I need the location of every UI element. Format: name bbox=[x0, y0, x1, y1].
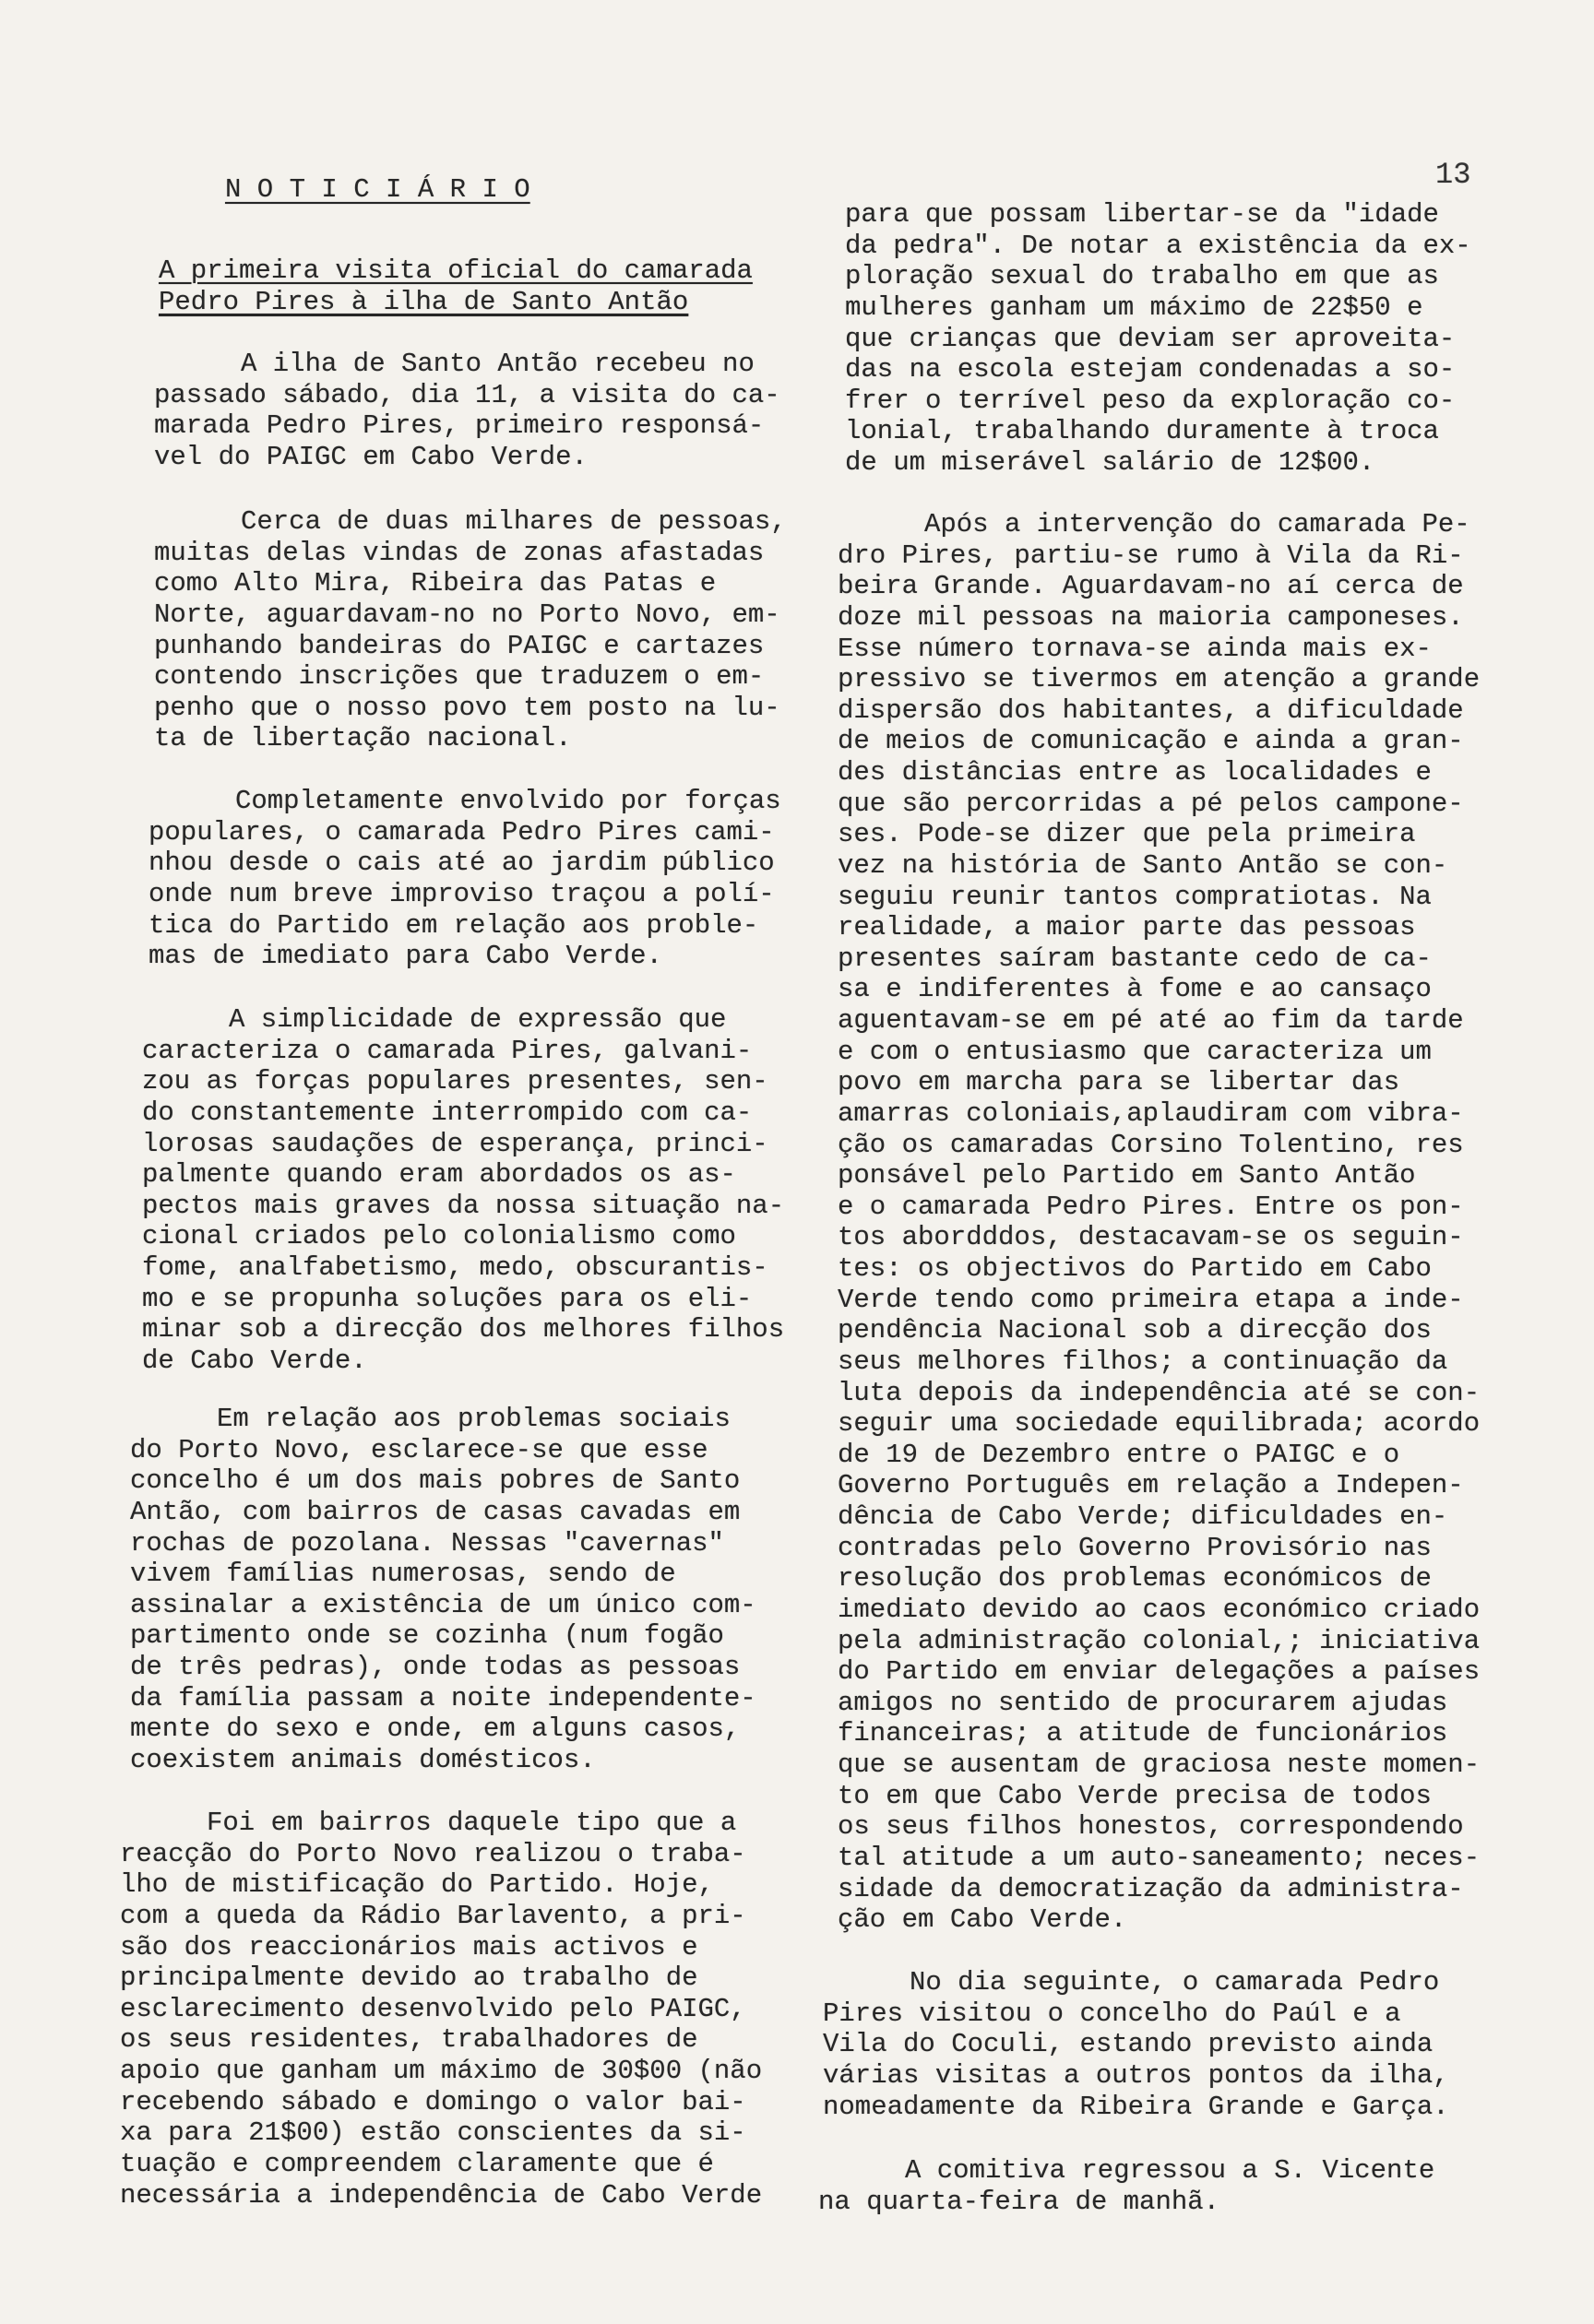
text-line: des distâncias entre as localidades e bbox=[838, 757, 1432, 788]
text-line: nhou desde o cais até ao jardim público bbox=[149, 848, 775, 879]
text-line: recebendo sábado e domingo o valor bai- bbox=[120, 2086, 746, 2117]
text-line: zou as forças populares presentes, sen- bbox=[142, 1066, 768, 1097]
text-line: rochas de pozolana. Nessas "cavernas" bbox=[130, 1527, 724, 1559]
text-line: nomeadamente da Ribeira Grande e Garça. bbox=[823, 2091, 1449, 2122]
text-line: dispersão dos habitantes, a dificuldade bbox=[838, 694, 1464, 726]
text-line: Completamente envolvido por forças bbox=[234, 786, 781, 816]
text-line: Verde tendo como primeira etapa a inde- bbox=[838, 1284, 1464, 1315]
text-line: que são percorridas a pé pelos campone- bbox=[838, 788, 1464, 819]
text-line: tes: os objectivos do Partido em Cabo bbox=[838, 1253, 1432, 1284]
text-line: mas de imediato para Cabo Verde. bbox=[149, 941, 662, 972]
text-line: e o camarada Pedro Pires. Entre os pon- bbox=[838, 1191, 1464, 1222]
text-line: de três pedras), onde todas as pessoas bbox=[130, 1652, 741, 1682]
text-line: coexistem animais domésticos. bbox=[130, 1744, 596, 1775]
paragraph bbox=[120, 1808, 803, 2211]
text-line: assinalar a existência de um único com- bbox=[130, 1589, 756, 1620]
text-line: tica do Partido em relação aos proble- bbox=[149, 909, 759, 941]
text-line: dência de Cabo Verde; dificuldades en- bbox=[838, 1501, 1448, 1532]
text-line: No dia seguinte, o camarada Pedro bbox=[909, 1967, 1440, 1998]
text-line: pendência Nacional sob a direcção dos bbox=[838, 1315, 1432, 1346]
text-line: ses. Pode-se dizer que pela primeira bbox=[838, 819, 1416, 850]
text-line: para que possam libertar-se da "idade bbox=[845, 199, 1439, 230]
page-number: 13 bbox=[1435, 158, 1471, 192]
text-line: do Partido em enviar delegações a países bbox=[838, 1656, 1481, 1688]
text-line: caracteriza o camarada Pires, galvani- bbox=[142, 1035, 753, 1066]
text-line: sidade da democratização da administra- bbox=[838, 1873, 1464, 1904]
text-line: Governo Português em relação a Indepen- bbox=[838, 1470, 1464, 1501]
text-line: punhando bandeiras do PAIGC e cartazes bbox=[154, 630, 765, 661]
headline bbox=[159, 255, 753, 317]
text-line: amarras coloniais,aplaudiram com vibra- bbox=[838, 1097, 1464, 1129]
text-line: marada Pedro Pires, primeiro responsá- bbox=[154, 410, 765, 442]
text-line: minar sob a direcção dos melhores filhos bbox=[142, 1314, 785, 1346]
text-line: palmente quando eram abordados os as- bbox=[142, 1159, 736, 1191]
text-line: ponsável pelo Partido em Santo Antão bbox=[838, 1160, 1416, 1192]
text-line: os seus residentes, trabalhadores de bbox=[120, 2024, 698, 2056]
text-line: fome, analfabetismo, medo, obscurantis- bbox=[142, 1252, 768, 1283]
text-line: A comitiva regressou a S. Vicente bbox=[904, 2155, 1435, 2186]
text-line: com a queda da Rádio Barlavento, a pri- bbox=[120, 1900, 746, 1931]
text-line: presentes saíram bastante cedo de ca- bbox=[838, 943, 1432, 974]
text-line: populares, o camarada Pedro Pires cami- bbox=[149, 816, 775, 848]
text-line: pectos mais graves da nossa situação na- bbox=[142, 1190, 785, 1221]
headline-line: Pedro Pires à ilha de Santo Antão bbox=[159, 286, 689, 317]
text-line: luta depois da independência até se con- bbox=[838, 1377, 1481, 1408]
paragraph bbox=[142, 1004, 825, 1377]
paragraph bbox=[838, 509, 1520, 1936]
text-line: necessária a independência de Cabo Verde bbox=[120, 2179, 763, 2211]
text-line: vel do PAIGC em Cabo Verde. bbox=[154, 441, 588, 472]
text-line: sa e indiferentes à fome e ao cansaço bbox=[838, 974, 1432, 1005]
text-line: onde num breve improviso traçou a polí- bbox=[149, 878, 775, 909]
text-line: várias visitas a outros pontos da ilha, bbox=[823, 2059, 1449, 2091]
text-line: lonial, trabalhando duramente à troca bbox=[845, 416, 1439, 447]
paragraph bbox=[149, 786, 831, 972]
text-line: resolução dos problemas económicos de bbox=[838, 1563, 1432, 1595]
text-line: financeiras; a atitude de funcionários bbox=[838, 1718, 1448, 1749]
text-line: tos abordddos, destacavam-se os seguin- bbox=[838, 1222, 1464, 1253]
text-line: aguentavam-se em pé até ao fim da tarde bbox=[838, 1005, 1464, 1036]
text-line: frer o terrível peso da exploração co- bbox=[845, 385, 1456, 416]
text-line: doze mil pessoas na maioria camponeses. bbox=[838, 601, 1464, 633]
text-line: Em relação aos problemas sociais bbox=[216, 1404, 731, 1434]
text-line: realidade, a maior parte das pessoas bbox=[838, 912, 1416, 943]
paragraph bbox=[130, 1404, 813, 1776]
text-line: A ilha de Santo Antão recebeu no bbox=[240, 349, 755, 379]
text-line: imediato devido ao caos económico criado bbox=[838, 1594, 1481, 1625]
text-line: tal atitude a um auto-saneamento; neces- bbox=[838, 1842, 1481, 1873]
text-line: de um miserável salário de 12$00. bbox=[845, 447, 1375, 478]
text-line: Norte, aguardavam-no no Porto Novo, em- bbox=[154, 599, 780, 630]
text-line: A simplicidade de expressão que bbox=[228, 1004, 727, 1035]
text-line: do Porto Novo, esclarece-se que esse bbox=[130, 1434, 708, 1465]
text-line: tuação e compreendem claramente que é bbox=[120, 2148, 714, 2179]
text-line: na quarta-feira de manhã. bbox=[818, 2186, 1220, 2217]
text-line: os seus filhos honestos, correspondendo bbox=[838, 1811, 1464, 1843]
text-line: mo e se propunha soluções para os eli- bbox=[142, 1283, 753, 1314]
text-line: da família passam a noite independente- bbox=[130, 1682, 756, 1713]
text-line: Foi em bairros daquele tipo que a bbox=[206, 1808, 737, 1838]
text-line: beira Grande. Aguardavam-no aí cerca de bbox=[838, 571, 1464, 602]
text-line: principalmente devido ao trabalho de bbox=[120, 1962, 698, 1994]
text-line: seguiu reunir tantos compratiotas. Na bbox=[838, 881, 1432, 912]
text-line: Antão, com bairros de casas cavadas em bbox=[130, 1496, 741, 1527]
section-title: N O T I C I Á R I O bbox=[225, 174, 530, 205]
text-line: lho de mistificação do Partido. Hoje, bbox=[120, 1869, 714, 1901]
text-line: das na escola estejam condenadas a so- bbox=[845, 354, 1456, 385]
text-line: contradas pelo Governo Provisório nas bbox=[838, 1532, 1432, 1563]
text-line: pela administração colonial,; iniciativa bbox=[838, 1625, 1481, 1656]
text-line: pressivo se tivermos em atenção a grande bbox=[838, 664, 1481, 695]
text-line: xa para 21$00) estão conscientes da si- bbox=[120, 2117, 746, 2149]
text-line: ta de libertação nacional. bbox=[154, 723, 572, 754]
text-line: são dos reaccionários mais activos e bbox=[120, 1931, 698, 1962]
text-line: ploração sexual do trabalho em que as bbox=[845, 261, 1439, 292]
text-line: passado sábado, dia 11, a visita do ca- bbox=[154, 379, 780, 410]
paragraph bbox=[154, 349, 837, 473]
text-line: de 19 de Dezembro entre o PAIGC e o bbox=[838, 1439, 1400, 1470]
text-line: Cerca de duas milhares de pessoas, bbox=[240, 506, 787, 537]
text-line: mente do sexo e onde, em alguns casos, bbox=[130, 1713, 741, 1745]
text-line: reacção do Porto Novo realizou o traba- bbox=[120, 1838, 746, 1869]
text-line: que crianças que deviam ser aproveita- bbox=[845, 323, 1456, 354]
text-line: contendo inscrições que traduzem o em- bbox=[154, 661, 765, 693]
text-line: do constantemente interrompido com ca- bbox=[142, 1097, 753, 1128]
text-line: penho que o nosso povo tem posto na lu- bbox=[154, 692, 780, 723]
text-line: partimento onde se cozinha (num fogão bbox=[130, 1620, 724, 1652]
text-line: ção em Cabo Verde. bbox=[838, 1904, 1127, 1936]
text-line: como Alto Mira, Ribeira das Patas e bbox=[154, 568, 717, 599]
text-line: Após a intervenção do camarada Pe- bbox=[923, 509, 1470, 540]
text-line: dro Pires, partiu-se rumo à Vila da Ri- bbox=[838, 540, 1464, 571]
text-line: Esse número tornava-se ainda mais ex- bbox=[838, 633, 1432, 664]
text-line: povo em marcha para se libertar das bbox=[838, 1067, 1400, 1098]
text-line: vez na história de Santo Antão se con- bbox=[838, 849, 1448, 881]
text-line: Vila do Coculi, estando previsto ainda bbox=[823, 2029, 1433, 2060]
text-line: amigos no sentido de procurarem ajudas bbox=[838, 1687, 1448, 1718]
text-line: da pedra". De notar a existência da ex- bbox=[845, 230, 1471, 261]
text-line: seus melhores filhos; a continuação da bbox=[838, 1346, 1448, 1377]
text-line: mulheres ganham um máximo de 22$50 e bbox=[845, 291, 1423, 323]
text-line: esclarecimento desenvolvido pelo PAIGC, bbox=[120, 1993, 746, 2024]
paragraph bbox=[154, 506, 837, 754]
text-line: cional criados pelo colonialismo como bbox=[142, 1221, 736, 1252]
text-line: concelho é um dos mais pobres de Santo bbox=[130, 1465, 741, 1497]
text-line: ção os camaradas Corsino Tolentino, res bbox=[838, 1129, 1464, 1160]
paragraph bbox=[818, 2155, 1501, 2217]
text-line: vivem famílias numerosas, sendo de bbox=[130, 1559, 676, 1590]
text-line: seguir uma sociedade equilibrada; acordo bbox=[838, 1408, 1481, 1440]
text-line: lorosas saudações de esperança, princi- bbox=[142, 1128, 768, 1159]
headline-line: A primeira visita oficial do camarada bbox=[159, 255, 753, 286]
text-line: to em que Cabo Verde precisa de todos bbox=[838, 1780, 1432, 1811]
paragraph bbox=[845, 199, 1528, 479]
text-line: muitas delas vindas de zonas afastadas bbox=[154, 537, 765, 568]
text-line: de meios de comunicação e ainda a gran- bbox=[838, 726, 1464, 757]
text-line: Pires visitou o concelho do Paúl e a bbox=[823, 1998, 1401, 2029]
text-line: que se ausentam de graciosa neste momen- bbox=[838, 1749, 1481, 1780]
text-line: apoio que ganham um máximo de 30$00 (não bbox=[120, 2056, 763, 2086]
text-line: e com o entusiasmo que caracteriza um bbox=[838, 1036, 1432, 1067]
text-line: de Cabo Verde. bbox=[142, 1345, 367, 1376]
paragraph bbox=[823, 1967, 1505, 2122]
